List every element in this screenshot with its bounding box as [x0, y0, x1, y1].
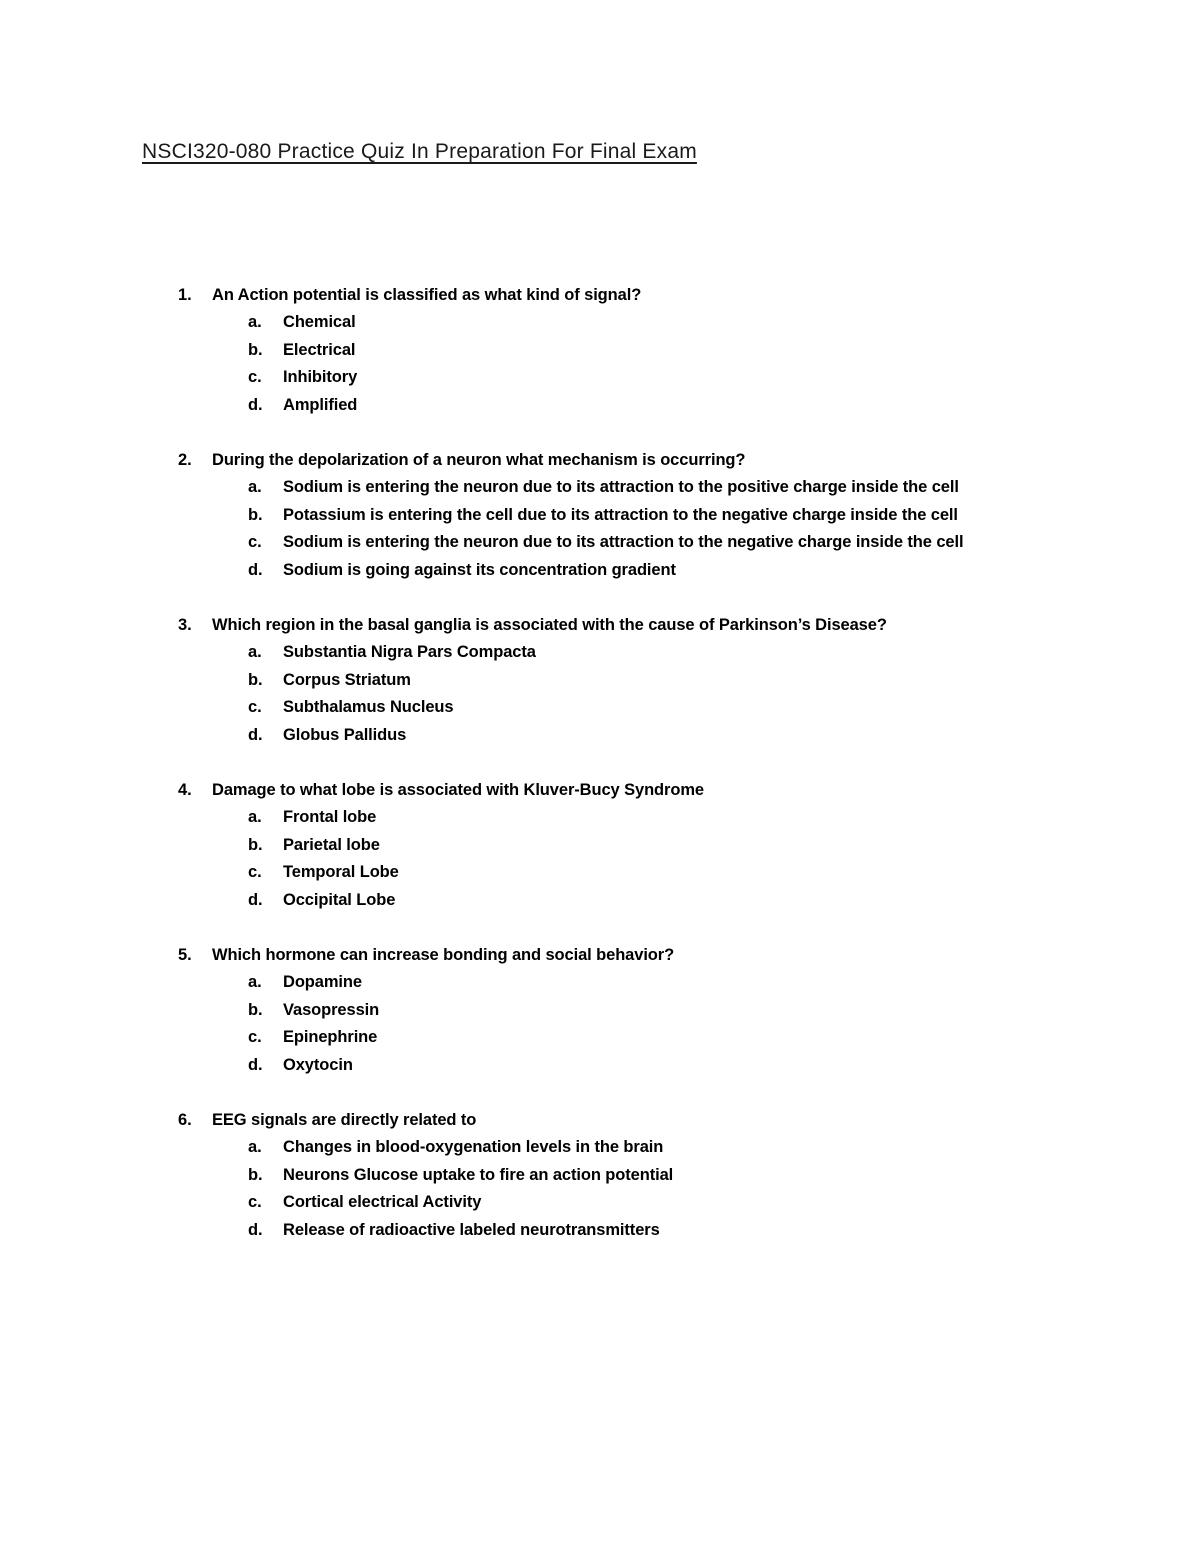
option-text: Corpus Striatum: [283, 670, 411, 689]
question: [142, 1107, 1080, 1244]
option-letter: a.: [248, 313, 262, 331]
option-letter: d.: [248, 560, 263, 579]
question-number: 5.: [178, 946, 192, 964]
answer-option: [142, 557, 1080, 585]
question-row: [142, 612, 1080, 639]
option-text: Sodium is entering the neuron due to its attraction to the positive charge inside the cell: [283, 478, 959, 496]
option-letter: b.: [248, 1000, 263, 1019]
option-letter: a.: [248, 1138, 262, 1156]
option-text: Amplified: [283, 395, 358, 414]
answer-option: [142, 667, 1080, 695]
question: [142, 447, 1080, 584]
option-text: Chemical: [283, 313, 356, 331]
answer-option: [142, 1162, 1080, 1190]
answer-option: [142, 639, 1080, 667]
option-letter: a.: [248, 973, 262, 991]
option-letter: d.: [248, 725, 263, 744]
page-title: NSCI320-080 Practice Quiz In Preparation For Final Exam: [142, 140, 697, 163]
option-text: Neurons Glucose uptake to fire an action potential: [283, 1165, 674, 1184]
question: [142, 612, 1080, 749]
option-text: Release of radioactive labeled neurotransmitters: [283, 1220, 660, 1239]
option-letter: c.: [248, 698, 262, 716]
answer-option: [142, 364, 1080, 392]
option-text: Electrical: [283, 340, 356, 359]
option-letter: b.: [248, 1165, 263, 1184]
question-text: Which hormone can increase bonding and social behavior?: [212, 946, 675, 964]
question-text: EEG signals are directly related to: [212, 1111, 477, 1129]
option-letter: c.: [248, 1028, 262, 1046]
option-text: Epinephrine: [283, 1028, 378, 1046]
option-letter: d.: [248, 890, 263, 909]
option-letter: a.: [248, 643, 262, 661]
question-number: 1.: [178, 286, 192, 304]
answer-option: [142, 887, 1080, 915]
option-text: Frontal lobe: [283, 808, 377, 826]
question-row: [142, 777, 1080, 804]
answer-option: [142, 1052, 1080, 1080]
option-text: Temporal Lobe: [283, 863, 399, 881]
question: [142, 282, 1080, 419]
question-row: [142, 282, 1080, 309]
question: [142, 777, 1080, 914]
question-number: 6.: [178, 1111, 192, 1129]
question-number: 2.: [178, 451, 192, 469]
option-letter: c.: [248, 368, 262, 386]
option-text: Parietal lobe: [283, 835, 380, 854]
option-letter: a.: [248, 808, 262, 826]
answer-option: [142, 722, 1080, 750]
option-letter: d.: [248, 395, 263, 414]
question-text: An Action potential is classified as what kind of signal?: [212, 286, 642, 304]
option-letter: c.: [248, 533, 262, 551]
question-row: [142, 1107, 1080, 1134]
answer-option: [142, 502, 1080, 530]
answer-option: [142, 309, 1080, 337]
option-letter: c.: [248, 863, 262, 881]
answer-option: [142, 859, 1080, 887]
option-letter: b.: [248, 835, 263, 854]
option-text: Dopamine: [283, 973, 362, 991]
answer-option: [142, 804, 1080, 832]
answer-option: [142, 1134, 1080, 1162]
option-text: Occipital Lobe: [283, 890, 396, 909]
option-text: Changes in blood-oxygenation levels in the brain: [283, 1138, 664, 1156]
answer-option: [142, 969, 1080, 997]
option-text: Cortical electrical Activity: [283, 1193, 482, 1211]
answer-option: [142, 529, 1080, 557]
question-number: 3.: [178, 616, 192, 634]
option-text: Sodium is entering the neuron due to its attraction to the negative charge inside the cell: [283, 533, 964, 551]
option-letter: b.: [248, 505, 263, 524]
option-text: Oxytocin: [283, 1055, 353, 1074]
answer-option: [142, 1024, 1080, 1052]
question-number: 4.: [178, 781, 192, 799]
question-text: Damage to what lobe is associated with Kluver-Bucy Syndrome: [212, 781, 704, 799]
question-text: Which region in the basal ganglia is associated with the cause of Parkinson’s Disease?: [212, 616, 887, 634]
option-text: Vasopressin: [283, 1000, 380, 1019]
option-text: Sodium is going against its concentration gradient: [283, 560, 676, 579]
option-letter: d.: [248, 1055, 263, 1074]
option-letter: a.: [248, 478, 262, 496]
option-text: Potassium is entering the cell due to its attraction to the negative charge inside the cell: [283, 505, 958, 524]
question-row: [142, 942, 1080, 969]
option-letter: b.: [248, 670, 263, 689]
option-text: Subthalamus Nucleus: [283, 698, 454, 716]
option-letter: b.: [248, 340, 263, 359]
option-letter: d.: [248, 1220, 263, 1239]
answer-option: [142, 1217, 1080, 1245]
option-letter: c.: [248, 1193, 262, 1211]
answer-option: [142, 997, 1080, 1025]
answer-option: [142, 337, 1080, 365]
question-row: [142, 447, 1080, 474]
option-text: Globus Pallidus: [283, 725, 407, 744]
answer-option: [142, 392, 1080, 420]
answer-option: [142, 474, 1080, 502]
answer-option: [142, 1189, 1080, 1217]
option-text: Substantia Nigra Pars Compacta: [283, 643, 536, 661]
question: [142, 942, 1080, 1079]
option-text: Inhibitory: [283, 368, 358, 386]
question-text: During the depolarization of a neuron what mechanism is occurring?: [212, 451, 746, 469]
answer-option: [142, 832, 1080, 860]
question-list: [142, 282, 1080, 1244]
answer-option: [142, 694, 1080, 722]
